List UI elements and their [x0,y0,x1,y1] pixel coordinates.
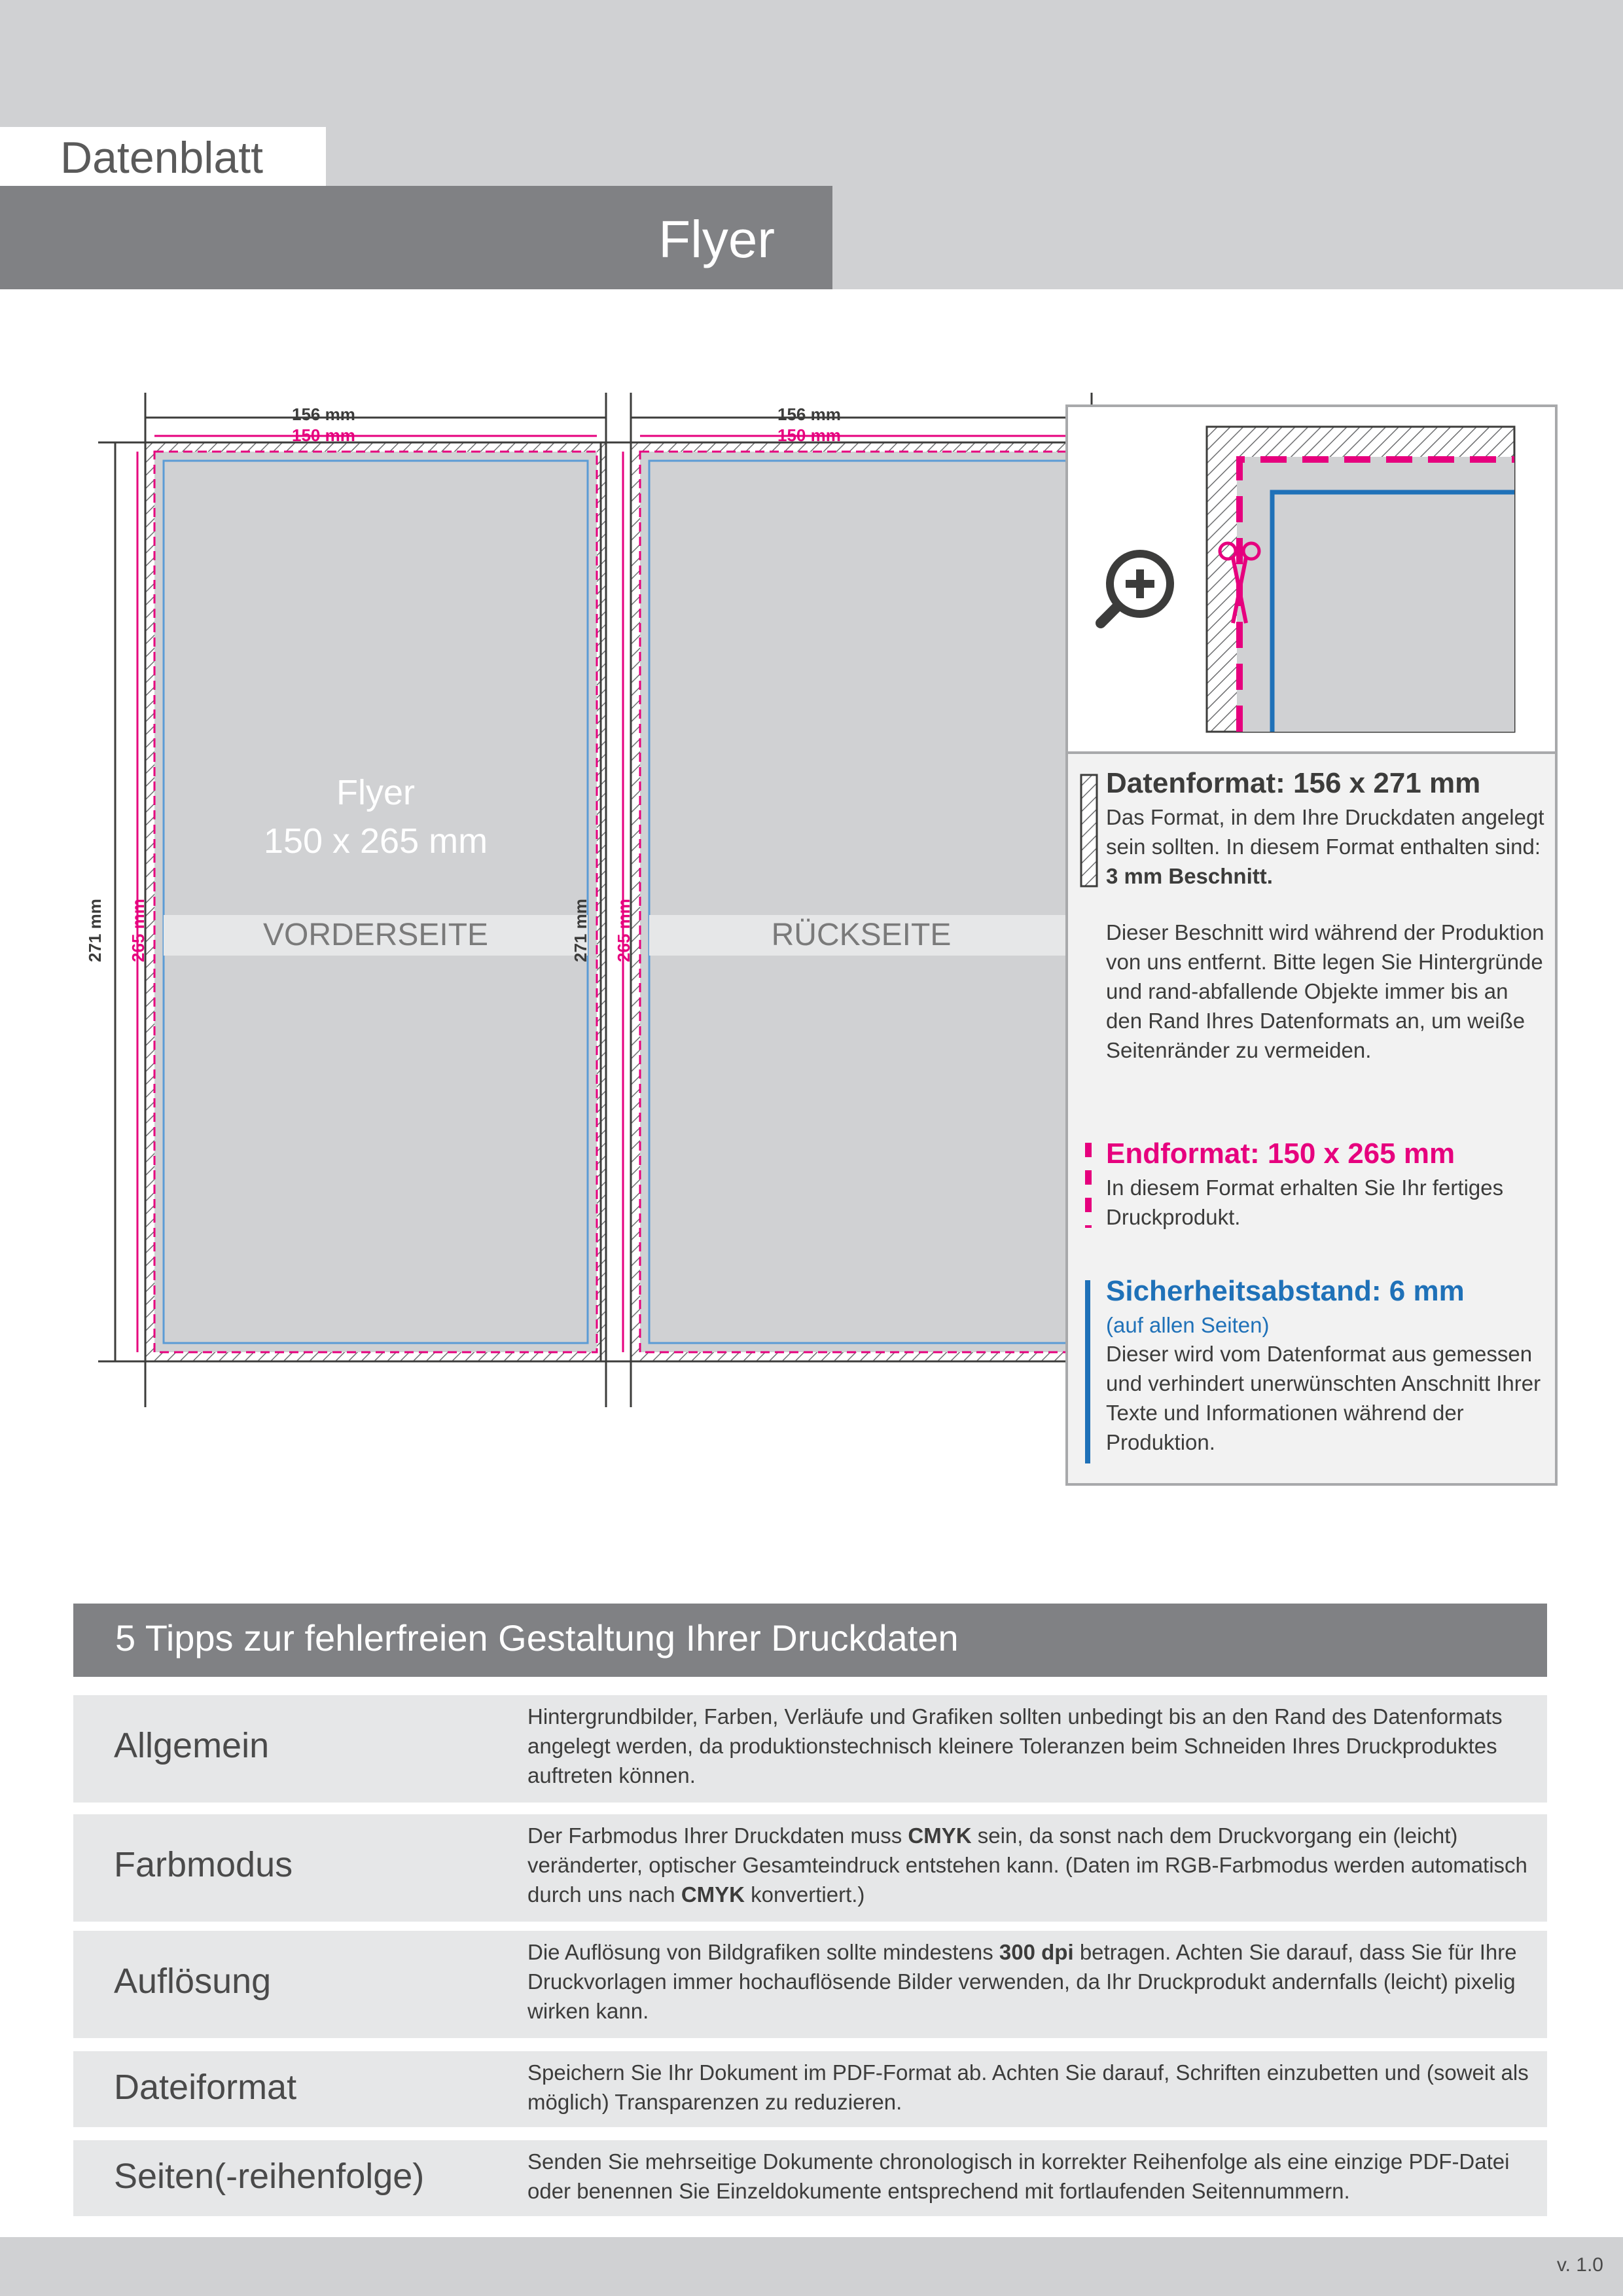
endformat-legend-icon [1084,1143,1093,1228]
back-card [649,461,1073,1343]
sicherheit-subheading: (auf allen Seiten) [1106,1313,1270,1337]
tips-heading: 5 Tipps zur fehlerfreien Gestaltung Ihrer Druckdaten [115,1617,959,1659]
farbmodus-cmyk-1: CMYK [908,1823,972,1848]
back-side-label: RÜCKSEITE [649,915,1073,956]
tip-label-aufloesung: Auflösung [114,1962,272,2001]
front-product-name: Flyer [336,773,415,812]
tip-text-farbmodus [527,1821,1529,1909]
tip-label-allgemein: Allgemein [114,1726,270,1765]
aufloesung-text-1: Die Auflösung von Bildgrafiken sollte mindestens [527,1940,993,1964]
tip-label-farbmodus: Farbmodus [114,1845,293,1884]
format-info-panel [1065,404,1558,1486]
document-title-tab [0,127,326,186]
front-height-outer: 271 mm [85,899,105,962]
farbmodus-text-1: Der Farbmodus Ihrer Druckdaten muss [527,1823,902,1848]
tip-text-dateiformat: Speichern Sie Ihr Dokument im PDF-Format ab. Achten Sie darauf, Schriften einzubetten und (soweit als möglich) Transparenzen zu reduzieren. [527,2060,1529,2114]
zoom-detail-illustration [1068,407,1555,751]
zoom-in-icon [1101,554,1170,623]
front-side-diagram [85,393,489,1270]
tip-row-aufloesung [73,1931,1547,2038]
document-title: Datenblatt [60,133,263,183]
footer-band [0,2237,1623,2296]
back-height-inner: 265 mm [614,899,633,962]
farbmodus-text-2: sein, da sonst nach dem Druckvorgang ein (leicht) veränderter, optischer Gesamteindruck entstehen kann. (Daten im RGB-Farbmodus werden automatisch durch uns nach [527,1823,1527,1907]
back-side-diagram [571,393,952,1270]
zoom-detail-box [1068,407,1555,754]
tip-row-allgemein [73,1695,1547,1803]
sicherheit-heading: Sicherheitsabstand: 6 mm [1106,1275,1465,1307]
tip-row-dateiformat [73,2051,1547,2127]
endformat-description: In diesem Format erhalten Sie Ihr fertiges Druckprodukt. [1106,1175,1504,1229]
front-width-inner: 150 mm [292,425,355,445]
product-title-bar [0,186,832,289]
sicherheit-legend-icon [1085,1280,1090,1463]
datenformat-heading: Datenformat: 156 x 271 mm [1106,767,1481,799]
front-card [164,461,588,1343]
datenformat-description [1106,802,1544,891]
datenformat-bold: 3 mm Beschnitt. [1106,864,1273,888]
tip-label-seiten: Seiten(-reihenfolge) [114,2157,425,2196]
front-side-label: VORDERSEITE [164,915,588,956]
hatch-legend-icon [1080,774,1099,889]
beschnitt-description: Dieser Beschnitt wird während der Produktion von uns entfernt. Bitte legen Sie Hintergründe und rand-abfallende Objekte immer bis an den Rand Ihres Datenformats an, um weiße Seitenränder zu vermeiden. [1106,920,1544,1062]
farbmodus-text-3: konvertiert.) [751,1882,865,1907]
back-width-outer: 156 mm [777,404,841,424]
aufloesung-dpi: 300 dpi [999,1940,1074,1964]
front-height-inner: 265 mm [128,899,148,962]
endformat-heading: Endformat: 150 x 265 mm [1106,1138,1455,1170]
farbmodus-cmyk-2: CMYK [681,1882,745,1907]
aufloesung-text-2: betragen. Achten Sie darauf, dass Sie für Ihre Druckvorlagen immer hochauflösende Bilder verwenden, da Ihr Druckprodukt andernfalls (leicht) pixelig wirken kann. [527,1940,1517,2023]
tip-text-aufloesung [527,1937,1529,2026]
product-title: Flyer [658,210,775,268]
front-width-outer: 156 mm [292,404,355,424]
datenformat-text: Das Format, in dem Ihre Druckdaten angelegt sein sollten. In diesem Format enthalten sind: [1106,805,1544,859]
tips-header [73,1604,1547,1677]
tip-text-allgemein: Hintergrundbilder, Farben, Verläufe und Grafiken sollten unbedingt bis an den Rand des Datenformats angelegt werden, da produktionstechnisch kleinere Toleranzen beim Schneiden Ihres Druckproduktes auftreten können. [527,1704,1503,1787]
back-width-inner: 150 mm [777,425,841,445]
tip-label-dateiformat: Dateiformat [114,2068,297,2107]
sicherheit-description: Dieser wird vom Datenformat aus gemessen und verhindert unerwünschten Anschnitt Ihrer Texte und Informationen während der Produktion. [1106,1342,1541,1454]
version-label: v. 1.0 [1556,2254,1603,2276]
tip-text-seiten: Senden Sie mehrseitige Dokumente chronologisch in korrekter Reihenfolge als eine einzige PDF-Datei oder benennen Sie Einzeldokumente entsprechend mit fortlaufenden Seitennummern. [527,2149,1510,2203]
front-product-size: 150 x 265 mm [263,821,488,861]
tip-row-farbmodus [73,1814,1547,1922]
back-height-outer: 271 mm [571,899,590,962]
tip-row-seiten [73,2140,1547,2216]
